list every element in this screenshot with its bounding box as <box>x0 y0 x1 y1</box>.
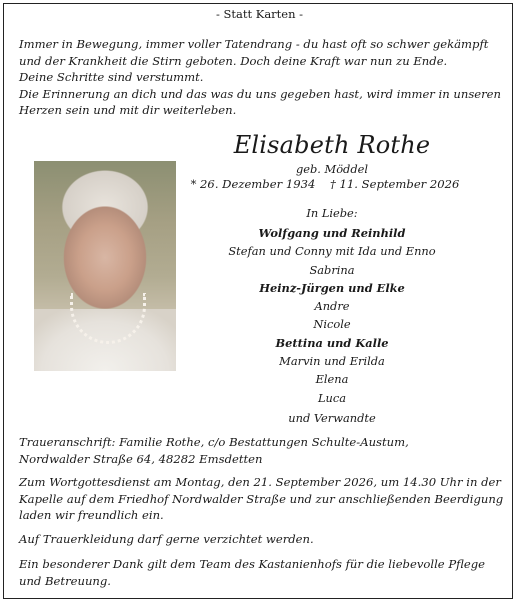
service-line: Zum Wortgottesdienst am Montag, den 21. September 2026, um 14.30 Uhr in der <box>19 475 501 489</box>
dress-note: Auf Trauerkleidung darf gerne verzichtet werden. <box>19 532 314 546</box>
thanks-line: und Betreuung. <box>19 573 111 588</box>
mourner-line: Stefan und Conny mit Ida und Enno <box>228 244 436 259</box>
poem-text <box>19 36 504 119</box>
poem-line: Deine Schritte sind verstummt. <box>19 70 204 85</box>
mourner-line: Nicole <box>313 317 351 332</box>
life-dates: * 26. Dezember 1934 † 11. September 2026 <box>190 177 460 191</box>
portrait-photo <box>34 161 176 371</box>
mourner-group-head: Bettina und Kalle <box>275 335 389 350</box>
address-line: Nordwalder Straße 64, 48282 Emsdetten <box>19 451 263 466</box>
service-line: Kapelle auf dem Friedhof Nordwalder Straße und zur anschließenden Beerdigung <box>19 491 504 506</box>
mourners-intro: In Liebe: <box>306 206 358 220</box>
mourner-line: Sabrina <box>309 262 355 277</box>
thanks-note <box>19 556 504 589</box>
poem-line: Herzen sein und mit dir weiterleben. <box>19 103 237 118</box>
mourners-list <box>190 224 474 427</box>
mourner-line: Andre <box>314 299 350 314</box>
mourner-line: Elena <box>315 372 349 387</box>
mourners-closing: und Verwandte <box>288 410 376 425</box>
born-name: geb. Möddel <box>295 162 369 176</box>
deceased-name: Elisabeth Rothe <box>233 131 431 159</box>
mourner-line: Luca <box>317 390 347 405</box>
mourner-group-head: Wolfgang und Reinhild <box>258 226 406 240</box>
mourner-line: Marvin und Erilda <box>279 354 385 369</box>
service-line: laden wir freundlich ein. <box>19 508 164 523</box>
poem-line: und der Krankheit die Stirn geboten. Doch deine Kraft war nun zu Ende. <box>19 53 448 68</box>
address-line: Traueranschrift: Familie Rothe, c/o Bestattungen Schulte-Austum, <box>19 435 409 449</box>
header-statt-karten: - Statt Karten - <box>215 7 304 21</box>
mourning-address <box>19 434 504 467</box>
poem-line: Immer in Bewegung, immer voller Tatendrang - du hast oft so schwer gekämpft <box>19 37 489 51</box>
mourner-group-head: Heinz-Jürgen und Elke <box>259 280 405 295</box>
thanks-line: Ein besonderer Dank gilt dem Team des Kastanienhofs für die liebevolle Pflege <box>19 557 486 571</box>
poem-line: Die Erinnerung an dich und das was du uns gegeben hast, wird immer in unseren <box>19 86 502 101</box>
service-announcement <box>19 474 504 524</box>
